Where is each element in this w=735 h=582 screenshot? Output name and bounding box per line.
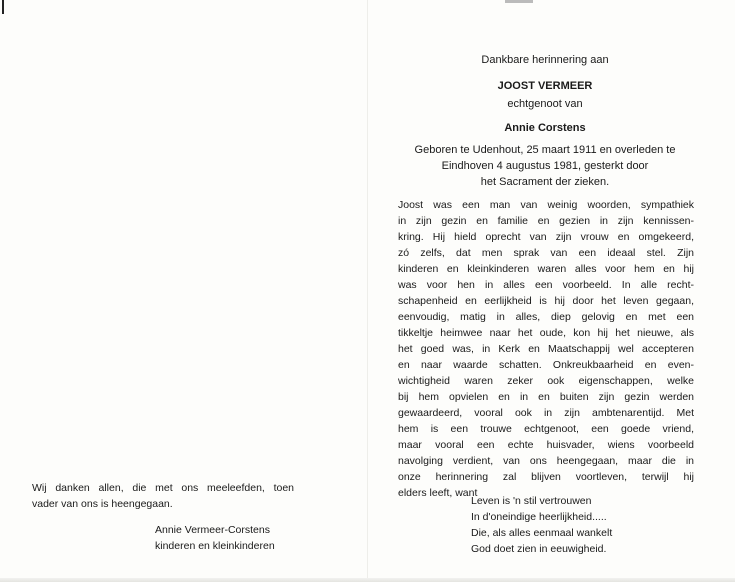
memorial-heading: Dankbare herinnering aan	[481, 54, 609, 66]
poem-line: Leven is 'n stil vertrouwen	[471, 495, 592, 507]
biography-line: was voor hen in alles een voorbeeld. In alle recht-	[398, 279, 694, 291]
thanks-line: Wij danken allen, die met ons meeleefden, toen	[32, 482, 294, 494]
biography-line: navolging verdient, van ons heengegaan, maar die in	[398, 455, 694, 467]
biography-line: bij hem opvielen en in en buiten zijn gezin werden	[398, 391, 694, 403]
biography-line: hem is een trouwe echtgenoot, een goede vriend,	[398, 423, 694, 435]
thanks-message	[32, 480, 294, 512]
poem	[471, 493, 612, 557]
biography-line: elders leeft, want	[398, 487, 478, 499]
signature-line: kinderen en kleinkinderen	[155, 540, 275, 552]
biography-line: het goed was, in Kerk en Maatschappij wel accepteren	[398, 343, 694, 355]
birth-line: Geboren te Udenhout, 25 maart 1911 en overleden te	[414, 144, 676, 156]
scan-edge-mark	[505, 0, 533, 3]
poem-line: God doet zien in eeuwigheid.	[471, 543, 607, 555]
deceased-name: JOOST VERMEER	[497, 80, 593, 92]
biography-line: kring. Hij hield oprecht van zijn vrouw en omgekeerd,	[398, 231, 694, 243]
scan-bottom-edge	[0, 578, 735, 582]
biography-line: eenvoudig, matig in alles, diep gelovig en met een	[398, 311, 694, 323]
biography-line: tikkeltje heimwee naar het oude, kon hij het nieuwe, als	[398, 327, 694, 339]
poem-line: Die, als alles eenmaal wankelt	[471, 527, 613, 539]
biography-line: gewaardeerd, vooral ook in zijn ambtenarentijd. Met	[398, 407, 694, 419]
birth-line: Eindhoven 4 augustus 1981, gesterkt door	[441, 160, 649, 172]
biography-line: zó zelfs, dat men sprak van een ideaal stel. Zijn	[398, 247, 694, 259]
fold-line	[367, 0, 368, 582]
poem-line: In d'oneindige heerlijkheid.....	[471, 511, 607, 523]
scan-corner-mark	[2, 0, 4, 14]
family-signature	[155, 522, 275, 554]
biography-line: en naar waarde schatten. Onkreukbaarheid en even-	[398, 359, 694, 371]
biography-line: in zijn gezin en familie en gezien in zijn kennissen-	[398, 215, 694, 227]
biography-line: schapenheid en eerlijkheid is hij door het leven gegaan,	[398, 295, 694, 307]
spouse-label: echtgenoot van	[507, 98, 583, 110]
biography-line: onze herinnering zal blijven voortleven, terwijl hij	[398, 471, 694, 483]
biography-line: kinderen en kleinkinderen waren alles voor hem en hij	[398, 263, 694, 275]
biography-line: wichtigheid waren zeker ook eigenschappen, welke	[398, 375, 694, 387]
spouse-name: Annie Corstens	[504, 122, 586, 134]
signature-line: Annie Vermeer-Corstens	[155, 524, 270, 536]
birth-line: het Sacrament der zieken.	[480, 176, 610, 188]
biography-text	[398, 197, 694, 501]
biography-line: Joost was een man van weinig woorden, sympathiek	[398, 199, 694, 211]
biography-line: maar vooral een echte huisvader, wiens voorbeeld	[398, 439, 694, 451]
thanks-line: vader van ons is heengegaan.	[32, 498, 173, 510]
birth-death-info	[405, 142, 685, 190]
